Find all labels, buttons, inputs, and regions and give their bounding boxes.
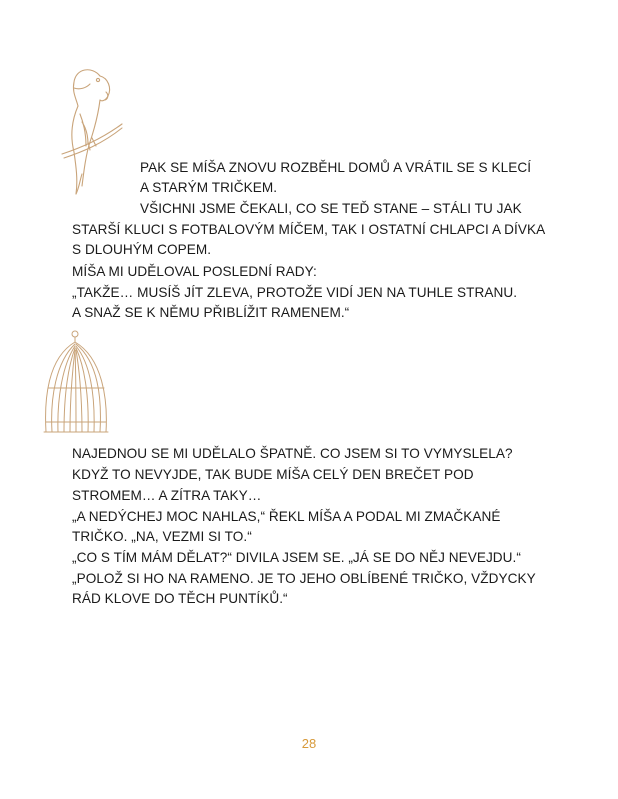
text-line: „POLOŽ SI HO NA RAMENO. JE TO JEHO OBLÍBENÉ TRIČKO, VŽDYCKY bbox=[72, 571, 536, 586]
text-line: STROMEM… A ZÍTRA TAKY… bbox=[72, 488, 262, 503]
text-line: PAK SE MÍŠA ZNOVU ROZBĚHL DOMŮ A VRÁTIL SE S KLECÍ bbox=[140, 160, 532, 175]
text-line: STARŠÍ KLUCI S FOTBALOVÝM MÍČEM, TAK I OSTATNÍ CHLAPCI A DÍVKA bbox=[72, 222, 546, 237]
text-line: „CO S TÍM MÁM DĚLAT?“ DIVILA JSEM SE. „JÁ SE DO NĚJ NEVEJDU.“ bbox=[72, 550, 521, 565]
text-line: TRIČKO. „NA, VEZMI SI TO.“ bbox=[72, 529, 252, 544]
text-line: MÍŠA MI UDĚLOVAL POSLEDNÍ RADY: bbox=[72, 264, 317, 279]
page-number: 28 bbox=[301, 736, 317, 751]
text-line: RÁD KLOVE DO TĚCH PUNTÍKŮ.“ bbox=[72, 591, 288, 606]
birdcage-illustration-icon bbox=[38, 328, 114, 440]
text-line: „A NEDÝCHEJ MOC NAHLAS,“ ŘEKL MÍŠA A PODAL MI ZMAČKANÉ bbox=[72, 509, 501, 524]
text-line: S DLOUHÝM COPEM. bbox=[72, 242, 212, 257]
text-line: A STARÝM TRIČKEM. bbox=[140, 180, 278, 195]
text-line: KDYŽ TO NEVYJDE, TAK BUDE MÍŠA CELÝ DEN BREČET POD bbox=[72, 467, 474, 482]
text-line: „TAKŽE… MUSÍŠ JÍT ZLEVA, PROTOŽE VIDÍ JEN NA TUHLE STRANU. bbox=[72, 285, 518, 300]
parrot-illustration-icon bbox=[56, 62, 128, 202]
text-line: A SNAŽ SE K NĚMU PŘIBLÍŽIT RAMENEM.“ bbox=[72, 305, 350, 320]
text-line: VŠICHNI JSME ČEKALI, CO SE TEĎ STANE – STÁLI TU JAK bbox=[140, 201, 522, 216]
text-line: NAJEDNOU SE MI UDĚLALO ŠPATNĚ. CO JSEM SI TO VYMYSLELA? bbox=[72, 446, 513, 461]
